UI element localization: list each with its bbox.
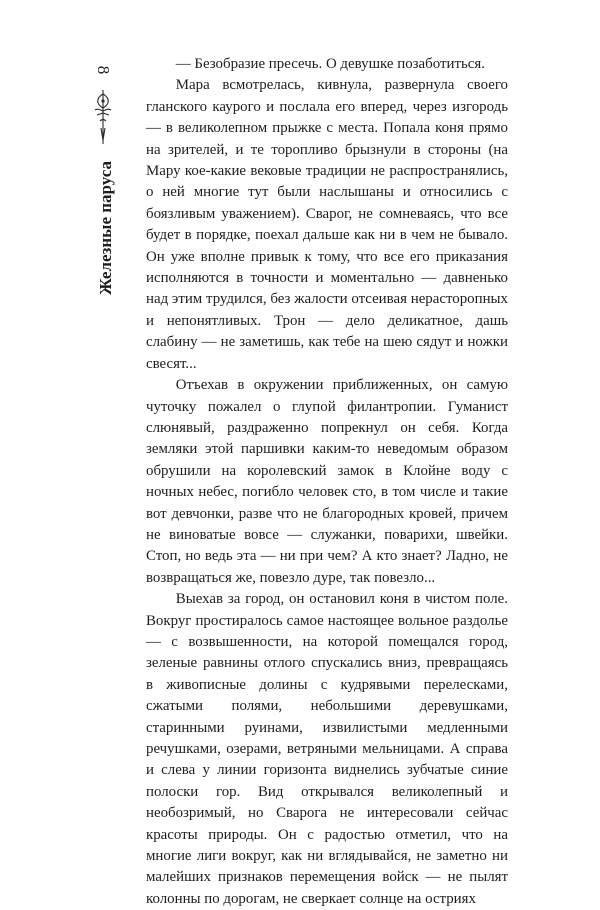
paragraph: — Безобразие пресечь. О девушке позаботиться. bbox=[175, 56, 485, 72]
main-text bbox=[146, 54, 508, 910]
paragraph: Отъехав в окружении приближенных, он самую чуточку пожалел о глупой филантропии. Гуманист слюнявый, раздраженно попрекнул он себя. Когда земляки этой паршивки каким-то неведомым образом обрушили на королевский замок в Клойне воду с ночных небес, погибло человек сто, в том числе и такие вот девчонки, разве что не благородных кровей, причем не виноватые вовсе — служанки, поварихи, швейки. Стоп, но ведь эта — ни при чем? А кто знает? Ладно, не возвращаться же, повезло дуре, так повезло... bbox=[146, 377, 508, 586]
paragraph: Выехав за город, он остановил коня в чистом поле. Вокруг простиралось самое настоящее вольное раздолье — с возвышенности, на которой помещался город, зеленые равнины отлого спускались вниз, превращаясь в живописные долины с кудрявыми перелесками, сжатыми полями, небольшими деревушками, старинными руинами, извилистыми медленными речушками, озерами, ветряными мельницами. А справа и слева у линии горизонта виднелись зубчатые синие полоски гор. Вид открывался великолепный и необозримый, но Сварога не интересовали сейчас красоты природы. Он с радостью отметил, что на многие лиги вокруг, как ни вглядывайся, не заметно ни малейших признаков перемещения войск — не пылят колонны по дорогам, не сверкает солнце на остриях bbox=[146, 591, 508, 907]
running-title: Железные паруса bbox=[96, 160, 115, 296]
page-number: 8 bbox=[94, 65, 113, 75]
paragraph: Мара всмотрелась, кивнула, развернула своего гланского каурого и послала его вперед, через изгородь — в великолепном прыжке с места. Попала коня прямо на зрителей, и те торопливо брызнули в стороны (на Мару кое-какие вековые традиции не распространялись, о ней многие тут были наслышаны и относились с боязливым уважением). Сварог, не сомневаясь, что все будет в порядке, поехал дальше как ни в чем не бывало. Он уже вполне привык к тому, что все его приказания исполняются в точности и моментально — давненько над этим трудился, без жалости отсеивая нерасторопных и непонятливых. Трон — дело деликатное, дашь слабину — не заметишь, как тебе на шею сядут и ножки свесят... bbox=[146, 77, 508, 372]
